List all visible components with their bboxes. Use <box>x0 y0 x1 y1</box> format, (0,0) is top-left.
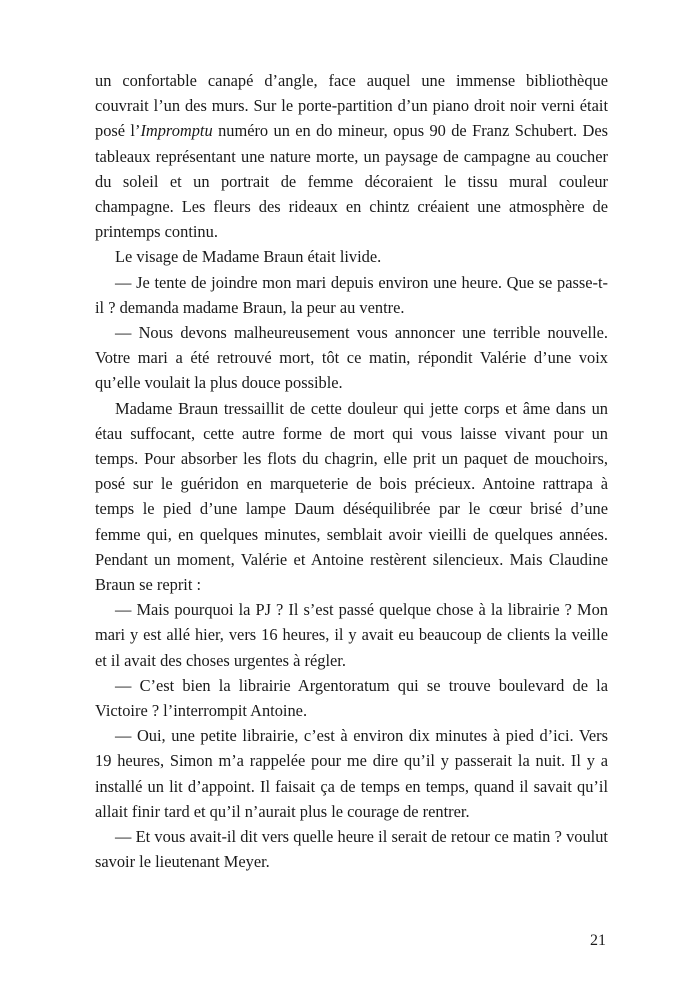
paragraph-1-text-b: numéro un en do mineur, opus 90 de Franz Schubert. Des tableaux représentant une nature morte, un paysage de campagne au coucher du soleil et un portrait de femme décoraient le tissu mural couleur champagne. Les fleurs des rideaux en chintz créaient une atmosphère de printemps continu. <box>95 121 608 242</box>
page-body <box>95 68 608 875</box>
paragraph-4: — Nous devons malheureusement vous annoncer une terrible nouvelle. Votre mari a été retrouvé mort, tôt ce matin, répondit Valérie d’une voix qu’elle voulait la plus douce possible. <box>95 323 608 393</box>
paragraph-6: — Mais pourquoi la PJ ? Il s’est passé quelque chose à la librairie ? Mon mari y est allé hier, vers 16 heures, il y avait eu beaucoup de clients la veille et il avait des choses urgentes à régler. <box>95 600 608 670</box>
paragraph-1-text-a: un confortable canapé d’angle, face auquel une immense bibliothèque couvrait l’un des murs. Sur le porte-partition d’un piano droit noir verni était posé l’ <box>95 71 608 141</box>
paragraph-5: Madame Braun tressaillit de cette douleur qui jette corps et âme dans un étau suffocant, cette autre forme de mort qui vous laisse vivant pour un temps. Pour absorber les flots du chagrin, elle prit un paquet de mouchoirs, posé sur le guéridon en marqueterie de bois précieux. Antoine rattrapa à temps le pied d’une lampe Daum déséquilibrée par le cœur brisé d’une femme qui, en quelques minutes, semblait avoir vieilli de quelques années. Pendant un moment, Valérie et Antoine restèrent silencieux. Mais Claudine Braun se reprit : <box>95 398 608 595</box>
work-title: Impromptu <box>140 121 213 141</box>
paragraph-7: — C’est bien la librairie Argentoratum qui se trouve boulevard de la Victoire ? l’interrompit Antoine. <box>95 675 608 721</box>
paragraph-9: — Et vous avait-il dit vers quelle heure il serait de retour ce matin ? voulut savoir le lieutenant Meyer. <box>95 827 608 872</box>
page-number: 21 <box>590 932 606 949</box>
paragraph-1 <box>95 68 608 244</box>
paragraph-3: — Je tente de joindre mon mari depuis environ une heure. Que se passe-t-il ? demanda madame Braun, la peur au ventre. <box>95 272 608 317</box>
paragraph-2: Le visage de Madame Braun était livide. <box>115 247 382 267</box>
paragraph-8: — Oui, une petite librairie, c’est à environ dix minutes à pied d’ici. Vers 19 heures, Simon m’a rappelée pour me dire qu’il y passerait la nuit. Il y a installé un lit d’appoint. Il faisait ça de temps en temps, quand il savait qu’il allait finir tard et qu’il n’aurait plus le courage de rentrer. <box>95 726 608 821</box>
